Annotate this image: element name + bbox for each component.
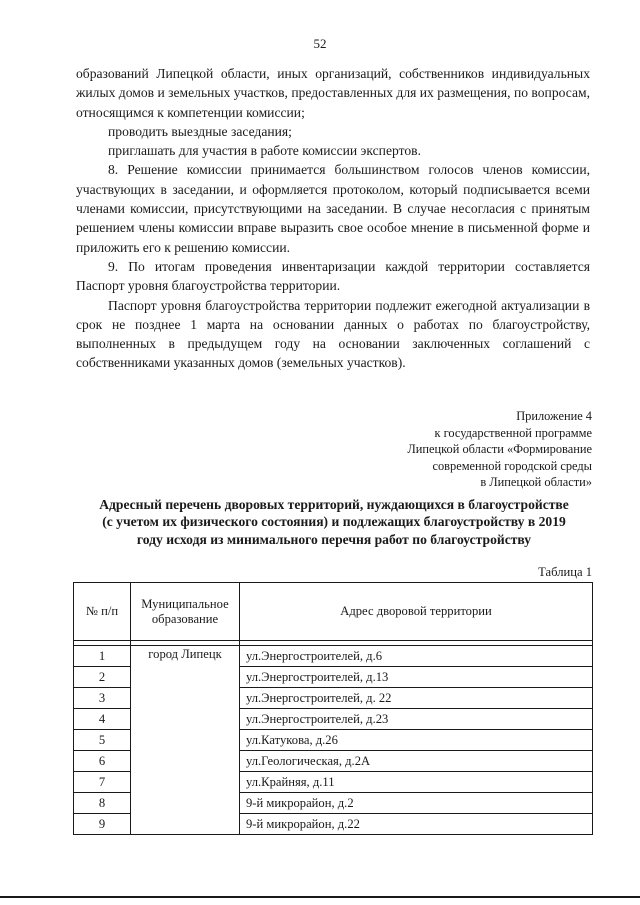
paragraph: Паспорт уровня благоустройства территории подлежит ежегодной актуализации в срок не позднее 1 марта на основании данных о работах по благоустройству, выполненных в предыдущем году на основании заключенных соглашений с собственниками указанных домов (земельных участков). bbox=[76, 297, 590, 371]
table-label: Таблица 1 bbox=[538, 565, 592, 579]
header-address: Адрес дворовой территории bbox=[240, 583, 593, 641]
municipality-cell: город Липецк bbox=[131, 646, 240, 835]
appendix-line: современной городской среды bbox=[432, 458, 592, 473]
header-municipality: Муниципальное образование bbox=[131, 583, 240, 641]
table-row bbox=[74, 646, 593, 667]
appendix-line: Приложение 4 bbox=[516, 409, 592, 423]
row-num: 8 bbox=[74, 793, 131, 814]
row-address: ул.Геологическая, д.2А bbox=[240, 751, 593, 772]
row-address: ул.Крайняя, д.11 bbox=[240, 772, 593, 793]
paragraph: 8. Решение комиссии принимается большинством голосов членов комиссии, участвующих в заседании, и оформляется протоколом, который подписывается всеми членами комиссии, присутствующими на заседании. В случае несогласия с принятым решением члены комиссии вправе выразить свое особое мнение в письменной форме и приложить его к решению комиссии. bbox=[76, 162, 590, 255]
address-table bbox=[73, 582, 593, 835]
row-address: ул.Энергостроителей, д.13 bbox=[240, 667, 593, 688]
row-address: ул.Энергостроителей, д.6 bbox=[240, 646, 593, 667]
row-address: ул.Энергостроителей, д. 22 bbox=[240, 688, 593, 709]
row-num: 7 bbox=[74, 772, 131, 793]
page-number: 52 bbox=[313, 36, 327, 51]
row-num: 3 bbox=[74, 688, 131, 709]
paragraph: 9. По итогам проведения инвентаризации каждой территории составляется Паспорт уровня благоустройства территории. bbox=[76, 258, 590, 294]
appendix-line: к государственной программе bbox=[434, 425, 592, 440]
row-num: 5 bbox=[74, 730, 131, 751]
row-num: 9 bbox=[74, 814, 131, 835]
appendix-line: в Липецкой области» bbox=[480, 475, 592, 489]
row-num: 1 bbox=[74, 646, 131, 667]
row-num: 2 bbox=[74, 667, 131, 688]
appendix-line: Липецкой области «Формирование bbox=[407, 442, 592, 456]
row-address: ул.Катукова, д.26 bbox=[240, 730, 593, 751]
bottom-rule bbox=[0, 896, 640, 898]
body-text bbox=[76, 64, 590, 373]
paragraph: приглашать для участия в работе комиссии экспертов. bbox=[108, 143, 421, 159]
header-num: № п/п bbox=[74, 583, 131, 641]
document-title: Адресный перечень дворовых территорий, нуждающихся в благоустройстве (с учетом их физического состояния) и подлежащих благоустройству в 2019 году исходя из минимального перечня работ по благоустройству bbox=[99, 497, 569, 547]
paragraph: проводить выездные заседания; bbox=[108, 123, 292, 139]
paragraph: образований Липецкой области, иных организаций, собственников индивидуальных жилых домов и земельных участков, предоставленных для их размещения, по вопросам, относящимся к компетенции комиссии; bbox=[76, 66, 591, 120]
appendix-note bbox=[407, 408, 592, 491]
row-num: 4 bbox=[74, 709, 131, 730]
row-address: 9-й микрорайон, д.22 bbox=[240, 814, 593, 835]
row-address: 9-й микрорайон, д.2 bbox=[240, 793, 593, 814]
row-num: 6 bbox=[74, 751, 131, 772]
table-header-row bbox=[74, 583, 593, 641]
row-address: ул.Энергостроителей, д.23 bbox=[240, 709, 593, 730]
